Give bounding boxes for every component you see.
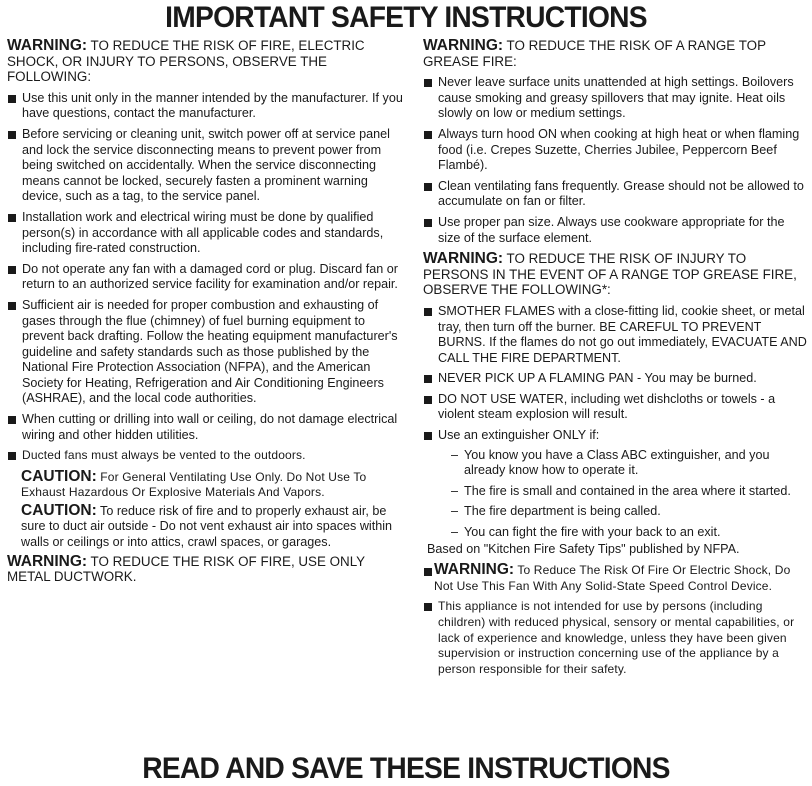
page-title: IMPORTANT SAFETY INSTRUCTIONS bbox=[165, 1, 647, 34]
warning-text: TO REDUCE THE RISK OF INJURY TO PERSONS IN THE EVENT OF A RANGE TOP GREASE FIRE, OBSERVE THE FOLLOWING*: bbox=[423, 251, 797, 298]
warning-metal-ductwork bbox=[7, 554, 405, 585]
warning-text: TO REDUCE THE RISK OF FIRE, USE ONLY METAL DUCTWORK. bbox=[7, 553, 365, 585]
warning-keyword: WARNING: bbox=[434, 561, 515, 579]
warning-speed-control bbox=[423, 562, 807, 594]
list-item bbox=[423, 371, 807, 387]
list-item-text: Before servicing or cleaning unit, switch power off at service panel and lock the service disconnecting means to prevent power from being switched on accidentally. When the service disconnecting means cannot be locked, securely fasten a prominent warning device, such as a tag, to the service panel. bbox=[22, 126, 390, 204]
list-item-text: Use this unit only in the manner intended by the manufacturer. If you have questions, contact the manufacturer. bbox=[22, 90, 403, 121]
warning-keyword: WARNING: bbox=[7, 37, 88, 54]
sub-list-item-text: The fire department is being called. bbox=[464, 504, 661, 519]
square-bullet-icon bbox=[424, 308, 432, 316]
list-item bbox=[7, 91, 405, 122]
list-item-text: DO NOT USE WATER, including wet dishcloths or towels - a violent steam explosion will result. bbox=[438, 391, 776, 422]
list-item-text: Ducted fans must always be vented to the outdoors. bbox=[22, 448, 306, 463]
caution-general-use bbox=[21, 469, 405, 500]
list-item-text: Use an extinguisher ONLY if: bbox=[438, 428, 600, 443]
list-item-text: Never leave surface units unattended at high settings. Boilovers cause smoking and greasy spillovers that may ignite. Heat oils slowly on low or medium settings. bbox=[438, 75, 794, 121]
footer-title: READ AND SAVE THESE INSTRUCTIONS bbox=[142, 752, 670, 785]
square-bullet-icon bbox=[424, 603, 432, 611]
list-item bbox=[7, 412, 405, 443]
square-bullet-icon bbox=[424, 432, 432, 440]
list-item-text: This appliance is not intended for use by persons (including children) with reduced physical, sensory or mental capabilities, or lack of experience and knowledge, unless they have been given supervision or instruction concerning use of the appliance by a person responsible for their safety. bbox=[438, 599, 795, 676]
sub-list-item bbox=[438, 484, 807, 500]
square-bullet-icon bbox=[8, 452, 16, 460]
caution-text: For General Ventilating Use Only. Do Not Use To Exhaust Hazardous Or Explosive Materials And Vapors. bbox=[21, 469, 367, 499]
caution-duct-outside bbox=[21, 503, 405, 551]
list-item-text: SMOTHER FLAMES with a close-fitting lid, cookie sheet, or metal tray, then turn off the burner. BE CAREFUL TO PREVENT BURNS. If the flames do not go out immediately, EVACUATE AND CALL THE FIRE DEPARTMENT. bbox=[438, 303, 807, 365]
source-note: Based on "Kitchen Fire Safety Tips" published by NFPA. bbox=[427, 541, 740, 556]
additional-warnings-list bbox=[423, 562, 807, 677]
square-bullet-icon bbox=[424, 219, 432, 227]
square-bullet-icon bbox=[424, 396, 432, 404]
square-bullet-icon bbox=[8, 214, 16, 222]
warning-text: TO REDUCE THE RISK OF FIRE, ELECTRIC SHOCK, OR INJURY TO PERSONS, OBSERVE THE FOLLOWING: bbox=[7, 38, 365, 85]
square-bullet-icon bbox=[424, 79, 432, 87]
sub-list-item bbox=[438, 525, 807, 541]
list-item-text: When cutting or drilling into wall or ceiling, do not damage electrical wiring and other hidden utilities. bbox=[22, 412, 398, 442]
caution-keyword: CAUTION: bbox=[21, 467, 97, 485]
grease-fire-response-list bbox=[423, 304, 807, 541]
list-item-text: Do not operate any fan with a damaged cord or plug. Discard fan or return to an authorized service facility for examination and/or repair. bbox=[22, 261, 398, 292]
square-bullet-icon bbox=[424, 375, 432, 383]
list-item bbox=[7, 127, 405, 205]
list-item-text: Use proper pan size. Always use cookware appropriate for the size of the surface element. bbox=[438, 214, 785, 245]
sub-list-item-text: You know you have a Class ABC extinguisher, and you already know how to operate it. bbox=[464, 447, 770, 478]
sub-list-item bbox=[438, 448, 807, 479]
dash-bullet-icon: – bbox=[451, 483, 459, 498]
grease-fire-prevention-list bbox=[423, 75, 807, 246]
warning-keyword: WARNING: bbox=[423, 37, 504, 54]
list-item-text: Always turn hood ON when cooking at high heat or when flaming food (i.e. Crepes Suzette, Cherries Jubilee, Peppercorn Beef Flambé). bbox=[438, 126, 800, 173]
square-bullet-icon bbox=[8, 416, 16, 424]
right-column bbox=[423, 38, 807, 682]
square-bullet-icon bbox=[424, 183, 432, 191]
extinguisher-conditions-list bbox=[438, 448, 807, 541]
dash-bullet-icon: – bbox=[451, 525, 459, 540]
sub-list-item bbox=[438, 504, 807, 520]
caution-keyword: CAUTION: bbox=[21, 501, 97, 519]
list-item-text: Clean ventilating fans frequently. Grease should not be allowed to accumulate on fan or filter. bbox=[438, 178, 804, 209]
sub-list-item-text: You can fight the fire with your back to an exit. bbox=[464, 525, 721, 540]
list-item bbox=[423, 392, 807, 423]
appliance-notice bbox=[423, 599, 807, 677]
list-item bbox=[7, 448, 405, 464]
warning-keyword: WARNING: bbox=[7, 552, 88, 570]
caution-text: To reduce risk of fire and to properly exhaust air, be sure to duct air outside - Do not vent exhaust air into spaces within walls or ceilings or into attics, crawl spaces, or garages. bbox=[21, 503, 393, 550]
square-bullet-icon bbox=[8, 302, 16, 310]
list-item-text: Installation work and electrical wiring must be done by qualified person(s) in accordance with all applicable codes and standards, including fire-rated construction. bbox=[22, 209, 384, 256]
sub-list-item-text: The fire is small and contained in the area where it started. bbox=[464, 483, 791, 498]
list-item bbox=[7, 262, 405, 293]
list-item bbox=[423, 304, 807, 366]
list-item bbox=[7, 298, 405, 407]
dash-bullet-icon: – bbox=[451, 447, 459, 462]
warning-general bbox=[7, 38, 405, 85]
warning-keyword: WARNING: bbox=[423, 250, 504, 268]
square-bullet-icon bbox=[424, 568, 432, 576]
list-item bbox=[7, 210, 405, 257]
square-bullet-icon bbox=[8, 131, 16, 139]
list-item bbox=[423, 127, 807, 174]
warning-grease-fire-injury bbox=[423, 251, 807, 298]
left-column bbox=[7, 38, 405, 591]
general-safety-list bbox=[7, 91, 405, 464]
dash-bullet-icon: – bbox=[451, 504, 459, 519]
list-item-text: Sufficient air is needed for proper combustion and exhausting of gases through the flue (chimney) of fuel burning equipment to prevent back drafting. Follow the heating equipment manufacturer's guideline and safety standards such as those published by the National Fire Protection Association (NFPA), and the American Society for Heating, Refrigeration and Air Conditioning Engineers (ASHRAE), and the local code authorities. bbox=[22, 297, 398, 406]
warning-text: To Reduce The Risk Of Fire Or Electric Shock, Do Not Use This Fan With Any Solid-State Speed Control Device. bbox=[434, 563, 791, 593]
list-item bbox=[423, 215, 807, 246]
warning-grease-fire bbox=[423, 38, 807, 69]
warning-text: TO REDUCE THE RISK OF A RANGE TOP GREASE FIRE: bbox=[423, 38, 766, 69]
list-item bbox=[423, 428, 807, 541]
list-item bbox=[423, 75, 807, 122]
square-bullet-icon bbox=[8, 266, 16, 274]
square-bullet-icon bbox=[424, 131, 432, 139]
list-item bbox=[423, 179, 807, 210]
list-item-text: NEVER PICK UP A FLAMING PAN - You may be burned. bbox=[438, 371, 757, 386]
square-bullet-icon bbox=[8, 95, 16, 103]
